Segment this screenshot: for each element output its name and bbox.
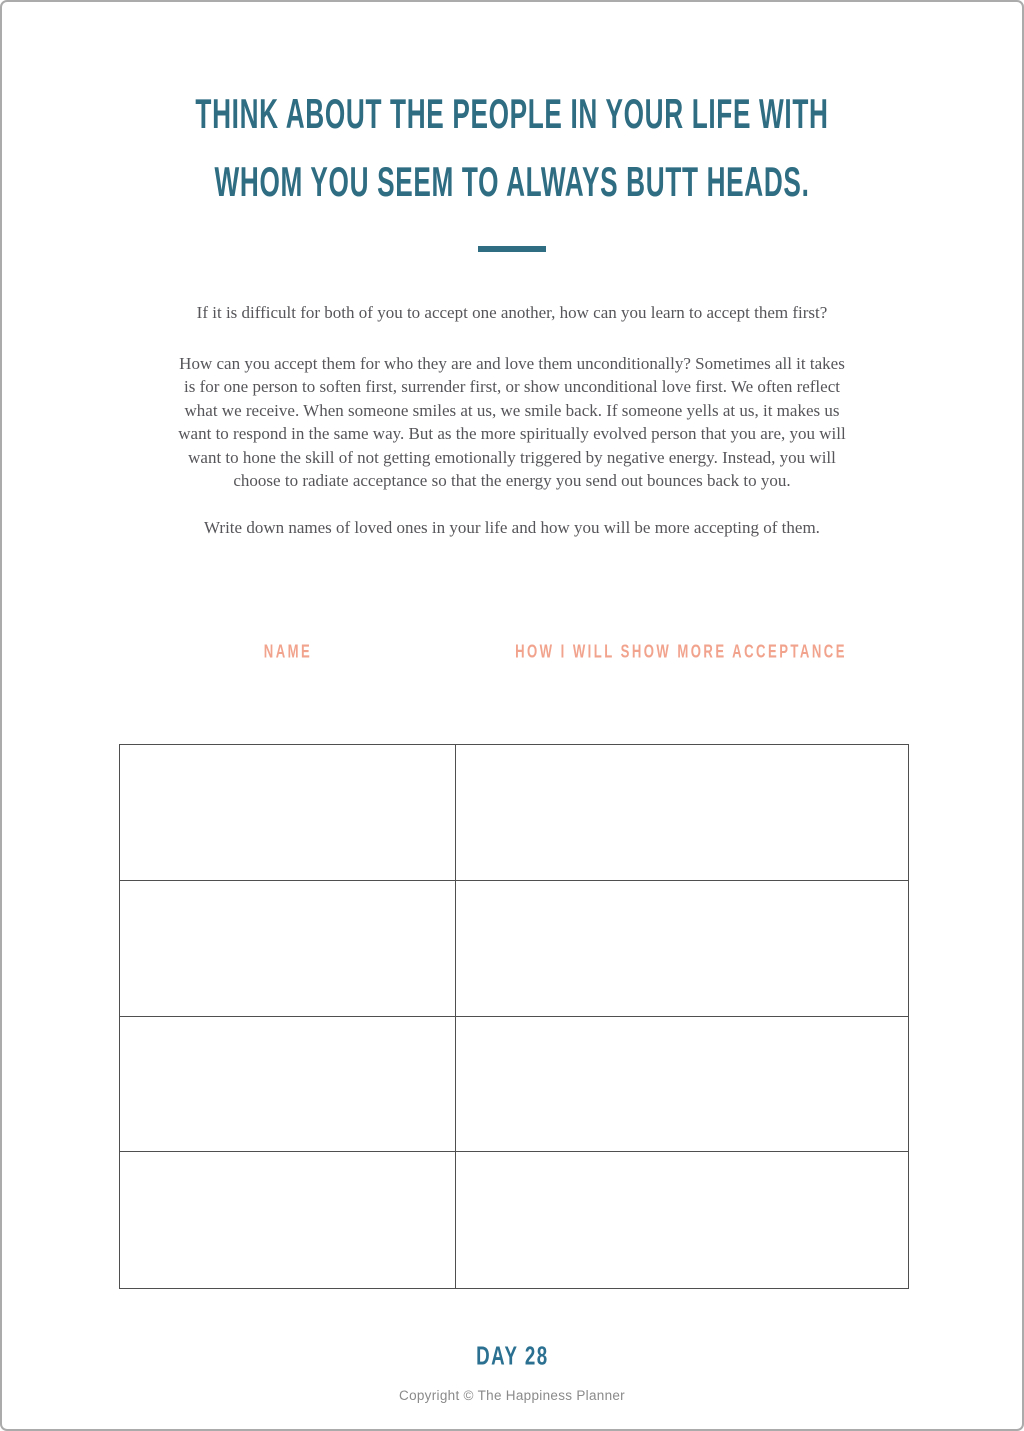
page-title-line-1: THINK ABOUT THE PEOPLE IN YOUR LIFE WITH <box>195 91 829 138</box>
copyright-notice: Copyright © The Happiness Planner <box>399 1388 625 1403</box>
intro-paragraph <box>72 352 952 492</box>
intro-paragraph-line: is for one person to soften first, surrender first, or show unconditional love first. We often reflect <box>184 377 840 397</box>
column-header-acceptance-label: HOW I WILL SHOW MORE ACCEPTANCE <box>515 642 847 663</box>
table-cell-r3-name[interactable] <box>120 1017 456 1153</box>
title-divider <box>478 246 546 252</box>
table-cell-r1-name[interactable] <box>120 745 456 881</box>
table-cell-r2-name[interactable] <box>120 881 456 1017</box>
acceptance-table <box>119 744 909 1289</box>
day-label-text: DAY 28 <box>475 1341 549 1371</box>
intro-paragraph-line: what we receive. When someone smiles at us, we smile back. If someone yells at us, it makes us <box>184 400 840 420</box>
table-cell-r3-acceptance[interactable] <box>456 1017 908 1153</box>
intro-paragraph-line: want to hone the skill of not getting emotionally triggered by negative energy. Instead, you will <box>188 447 836 467</box>
column-header-name-label: NAME <box>263 642 313 663</box>
intro-paragraph-line: How can you accept them for who they are and love them unconditionally? Sometimes all it takes <box>179 354 845 373</box>
intro-prompt: Write down names of loved ones in your life and how you will be more accepting of them. <box>204 518 820 537</box>
table-cell-r2-acceptance[interactable] <box>456 881 908 1017</box>
table-cell-r4-name[interactable] <box>120 1152 456 1288</box>
intro-question: If it is difficult for both of you to accept one another, how can you learn to accept them first? <box>196 303 828 322</box>
page-title <box>178 81 846 217</box>
page-title-line-2: WHOM YOU SEEM TO ALWAYS BUTT HEADS. <box>214 159 810 206</box>
column-header-name <box>258 643 317 663</box>
intro-paragraph-line: want to respond in the same way. But as the more spiritually evolved person that you are, you will <box>178 424 846 444</box>
table-cell-r1-acceptance[interactable] <box>456 745 908 881</box>
column-header-acceptance <box>479 643 884 663</box>
intro-paragraph-line: choose to radiate acceptance so that the energy you send out bounces back to you. <box>233 471 791 491</box>
table-cell-r4-acceptance[interactable] <box>456 1152 908 1288</box>
day-label <box>2 1342 1022 1370</box>
